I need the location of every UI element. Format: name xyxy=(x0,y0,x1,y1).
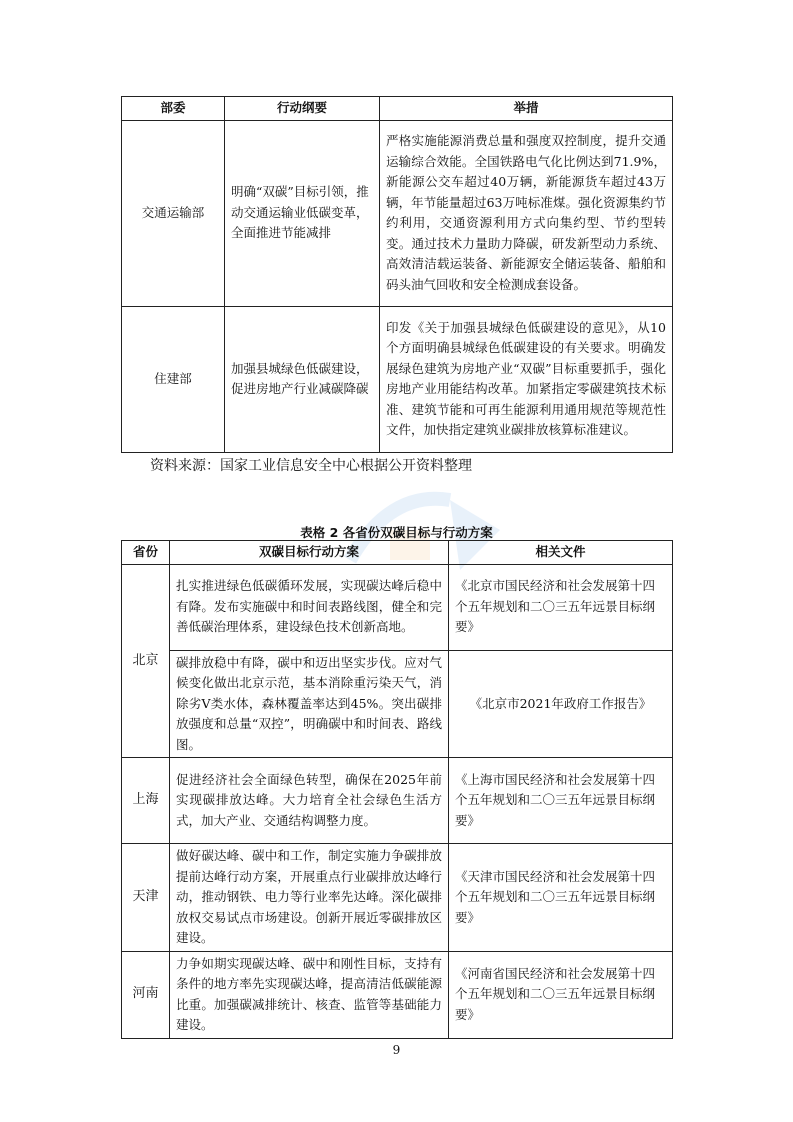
header-measures: 举措 xyxy=(380,97,673,121)
measures-cell: 印发《关于加强县城绿色低碳建设的意见》，从10个方面明确县城绿色低碳建设的有关要求。明确发展绿色建筑为房地产业“双碳”目标重要抓手，强化房地产业用能结构改革。加紧指定零碳建筑技术标准、建筑节能和可再生能源利用通用规范等规范性文件，加快指定建筑业碳排放核算标准建议。 xyxy=(380,306,673,452)
province-cell: 天津 xyxy=(122,844,170,952)
doc-cell: 《上海市国民经济和社会发展第十四个五年规划和二〇三五年远景目标纲要》 xyxy=(449,758,673,844)
province-cell: 上海 xyxy=(122,758,170,844)
table-row xyxy=(122,306,673,452)
table-row xyxy=(122,758,673,844)
doc-cell: 《天津市国民经济和社会发展第十四个五年规划和二〇三五年远景目标纲要》 xyxy=(449,844,673,952)
province-cell: 北京 xyxy=(122,564,170,758)
table-header-row xyxy=(122,541,673,565)
header-outline: 行动纲要 xyxy=(225,97,380,121)
outline-cell: 明确“双碳”目标引领，推动交通运输业低碳变革，全面推进节能减排 xyxy=(225,120,380,306)
table-row xyxy=(122,951,673,1038)
table-row xyxy=(122,650,673,758)
header-plan: 双碳目标行动方案 xyxy=(170,541,449,565)
outline-cell: 加强县城绿色低碳建设，促进房地产行业减碳降碳 xyxy=(225,306,380,452)
plan-cell: 力争如期实现碳达峰、碳中和刚性目标，支持有条件的地方率先实现碳达峰，提高清洁低碳能源比重。加强碳减排统计、核查、监管等基础能力建设。 xyxy=(170,951,449,1038)
plan-cell: 扎实推进绿色低碳循环发展，实现碳达峰后稳中有降。发布实施碳中和时间表路线图，健全和完善低碳治理体系，建设绿色技术创新高地。 xyxy=(170,564,449,650)
table-row xyxy=(122,564,673,650)
plan-cell: 碳排放稳中有降，碳中和迈出坚实步伐。应对气候变化做出北京示范，基本消除重污染天气，消除劣Ⅴ类水体，森林覆盖率达到45%。突出碳排放强度和总量“双控”，明确碳中和时间表、路线图。 xyxy=(170,650,449,758)
table-caption: 表格 2 各省份双碳目标与行动方案 xyxy=(300,525,493,540)
header-dept: 部委 xyxy=(122,97,225,121)
header-doc: 相关文件 xyxy=(449,541,673,565)
page-number: 9 xyxy=(392,1043,401,1057)
doc-cell: 《北京市国民经济和社会发展第十四个五年规划和二〇三五年远景目标纲要》 xyxy=(449,564,673,650)
measures-cell: 严格实施能源消费总量和强度双控制度，提升交通运输综合效能。全国铁路电气化比例达到71.9%，新能源公交车超过40万辆，新能源货车超过43万辆，年节能量超过63万吨标准煤。强化资源集约节约利用，交通资源利用方式向集约型、节约型转变。通过技术力量助力降碳，研发新型动力系统、高效清洁载运装备、新能源安全储运装备、船舶和码头油气回收和安全检测成套设备。 xyxy=(380,120,673,306)
plan-cell: 促进经济社会全面绿色转型，确保在2025年前实现碳排放达峰。大力培育全社会绿色生活方式，加大产业、交通结构调整力度。 xyxy=(170,758,449,844)
province-cell: 河南 xyxy=(122,951,170,1038)
dept-cell: 住建部 xyxy=(122,306,225,452)
table-row xyxy=(122,844,673,952)
dept-cell: 交通运输部 xyxy=(122,120,225,306)
table-row xyxy=(122,120,673,306)
province-plans-table xyxy=(121,540,673,1039)
source-note: 资料来源：国家工业信息安全中心根据公开资料整理 xyxy=(150,458,472,474)
header-province: 省份 xyxy=(122,541,170,565)
ministry-actions-table xyxy=(121,96,673,453)
plan-cell: 做好碳达峰、碳中和工作，制定实施力争碳排放提前达峰行动方案，开展重点行业碳排放达峰行动，推动钢铁、电力等行业率先达峰。深化碳排放权交易试点市场建设。创新开展近零碳排放区建设。 xyxy=(170,844,449,952)
doc-cell: 《河南省国民经济和社会发展第十四个五年规划和二〇三五年远景目标纲要》 xyxy=(449,951,673,1038)
doc-cell: 《北京市2021年政府工作报告》 xyxy=(449,650,673,758)
table-header-row xyxy=(122,97,673,121)
